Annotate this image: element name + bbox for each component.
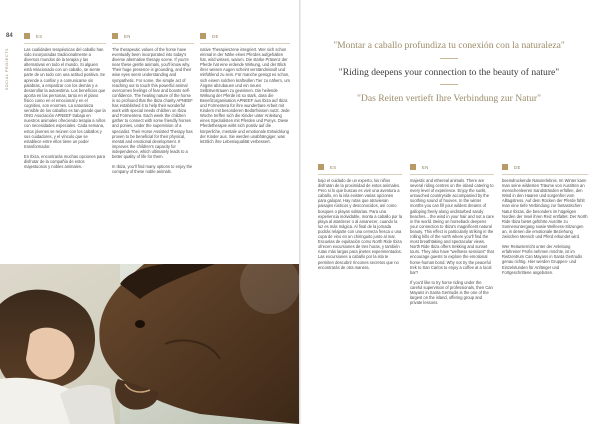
language-badge [502, 164, 588, 170]
page-gutter [299, 0, 301, 424]
language-badge [200, 33, 290, 39]
paragraph: bajo el cuidado de un experto, los niños disfrutan de la proximidad de estos animales. Pero si lo que buscas es vivir una aventura a caballo, en la isla existen varias opciones para galopar. Hay rutas que atraviesan paisajes rústicos y desconocidos, así como bosques o playas solitarias. Para una experiencia inolvidable, monta a caballo por la playa al atardecer o al amanecer, cuando la luz es más mágica. Al final de la jornada podrás relajarte con una cerveza fresca o una copa de vino en un chiringuito junto al mar. Escuelas de equitación como North Ride Ibiza ofrecen excursiones de tres horas, y también rutas más largas para jinetes experimentados. Las excursiones a caballo por la isla te permiten descubrir rincones secretos que no encontrarás de otra manera. [318, 178, 402, 270]
paragraph: beeindruckende Naturerlebnis. Im Winter kann man seine wildesten Träume von Ausritten an menschenleeren Sandstränden erfüllen, den Wind in den Haaren und sorgenfrei vom Alltagstress. Auf dem Rücken der Pferde fühlt man eine tiefe Verbindung zur fantastischen Natur Ibizas, die besonders im hügeligen Norden der Insel ihren Reiz entfaltet. Der North Ride Ibiza bietet geführte Ausritte zu Sonnenuntergang sowie Wellness-Sitzungen an, in denen die emotionale Beziehung zwischen Mensch und Pferd erkundet wird. [502, 178, 588, 240]
column-es-left [24, 33, 106, 261]
column-rule [112, 43, 194, 44]
column-es-right [318, 164, 402, 418]
paragraph: native Therapieszene integriert. Wer sich schon einmal in der Nähe eines Pferdes aufgehalten hat, wird wissen, warum. Die starke Präsenz der Pferde hat eine erdende Wirkung, und der Blick ihrer weisen Augen scheint verständnisvoll und mitfühlend zu sein. Für manche genügt es schon, sich einem solchen kraftvollen Tier zu nähern, um Ängste abzubauen und ein neues Selbstvertrauen zu gewinnen. Die heilende Wirkung der Pferde ist so stark, dass die Benefizorganisation APNEEF aus Ibiza auf Ibiza und Formentera für ihre wunderbare Arbeit mit Kindern mit besonderen Bedürfnissen nutzt. Jede Woche treffen sich die Kinder unter Anleitung eines Spezialisten mit Pferden und Ponys. Diese Pferdetherapie wirkt sich positiv auf die körperliche, mentale und emotionale Entwicklung der Kinder aus. Sie werden unabhängiger, was letztlich ihre Lebensqualität verbessert. [200, 47, 290, 144]
quote-divider [440, 84, 458, 85]
column-rule [502, 174, 588, 175]
paragraph: If you'd like to try horse riding under the careful supervision of professionals, then Can Mayans in Santa Gertrudis is the one of the largest on the island, offering group and private lessons. [410, 279, 493, 306]
paragraph: Las cualidades terapéuticas del caballo han sido incorporadas tradicionalmente a diversos mundos de la terapia y las alternativas en todo el mundo. Si alguien está relacionado con un caballo, se siente parte de un todo con una actitud positiva. Se aprende a confiar y a comunicarse sin palabras, a empatizar con los demás y a desarrollar la autoestima. Los beneficios que aporta en las personas, tanto en el plano físico como en el emocional y en el cognitivo, son enormes. La naturaleza sensible de los caballos es tan grande que la ONG Asociación APNEEF trabaja en nuestros animales ofreciendo terapia a niños con necesidades especiales. Cada semana, estos jóvenes se reúnen con los caballos y sus cuidadores, y el vínculo que se establece entre ellos tiene un poder transformador. [24, 47, 106, 149]
language-square-icon [502, 164, 508, 170]
language-code: ES [330, 164, 337, 170]
paragraph: En Ibiza, encontrarás muchas opciones para disfrutar de la compañía de estos majestuosos y nobles animales. [24, 153, 106, 170]
page-number: 84 [6, 33, 13, 39]
horse-and-rider-illustration [0, 264, 299, 424]
language-code: DE [514, 164, 521, 170]
language-square-icon [24, 33, 30, 39]
language-badge [318, 164, 402, 170]
paragraph: In Ibiza, you'll find many options to enjoy the company of these noble animals. [112, 164, 193, 175]
column-rule [200, 43, 290, 44]
column-rule [410, 174, 494, 175]
language-square-icon [318, 164, 324, 170]
horse-photo [0, 264, 299, 424]
language-badge [410, 164, 494, 170]
column-rule [24, 43, 106, 44]
pull-quotes [304, 40, 594, 111]
language-square-icon [112, 33, 118, 39]
language-code: DE [212, 33, 219, 39]
language-code: EN [422, 164, 429, 170]
quote-divider [440, 58, 458, 59]
paragraph: The therapeutic values of the horse have eventually been incorporated into today's diverse alternative therapy scene. If you're near these gentle animals, you'll know why. Their huge presence is grounding, and their wise eyes seem understanding and sympathetic. For some, the simple act of reaching out to touch this powerful animal overcomes feelings of fear and boosts self-confidence. The healing nature of the horse is so profound that the Ibiza charity APNEEF has established it to help their wonderful work with special needs children on Ibiza and Formentera. Each week the children gather to connect with some friendly horses and ponies, under the supervision of a specialist. Their Horse Assisted Therapy has proven to be beneficial for their physical, mental and emotional development. It improves the children's capacity for independence, which ultimately leads to a better quality of life for them. [112, 47, 193, 159]
column-de-right [502, 164, 588, 418]
section-label: SOCIAL PROJECTS [5, 48, 9, 91]
paragraph: Wer Reitunterricht unter der Anleitung erfahrener Profis nehmen möchte, ist im Reitzentrum Can Mayans in Santa Gertrudis genau richtig. Hier werden Gruppen- und Einzelstunden für Anfänger und Fortgeschrittene angeboten. [502, 244, 583, 275]
quote-es: "Montar a caballo profundiza tu conexión con la naturaleza" [333, 40, 565, 51]
language-code: ES [36, 33, 43, 39]
column-de-left [200, 33, 290, 261]
quote-en: "Riding deepens your connection to the beauty of nature" [338, 66, 560, 78]
language-badge [24, 33, 106, 39]
quote-de: "Das Reiten vertieft Ihre Verbindung zur Natur" [356, 93, 541, 104]
column-en-right [410, 164, 494, 418]
language-code: EN [124, 33, 131, 39]
language-square-icon [410, 164, 416, 170]
language-square-icon [200, 33, 206, 39]
column-en [112, 33, 194, 261]
paragraph: majestic and ethereal animals. There are several riding centres on the island catering to every level of experience. Enjoy the sunlit, untouched countryside accompanied by the soothing sound of hooves. In the winter months you can fill your wildest dreams of galloping freely along undisturbed sandy beaches... the wind in your hair and not a care in the world. Being on horseback deepens your connection to Ibiza's magnificent natural beauty. This effect is particularly striking in the rolling hills of the north where you'll find the most breathtaking and spectacular views. North Ride Ibiza offers trekking and sunset tours. They also have "wellness sessions" that encourage guests to explore the emotional horse-human bond. Why not try the peaceful trek to San Carlos to enjoy a coffee at a local bar? [410, 178, 494, 275]
language-badge [112, 33, 194, 39]
column-rule [318, 174, 402, 175]
